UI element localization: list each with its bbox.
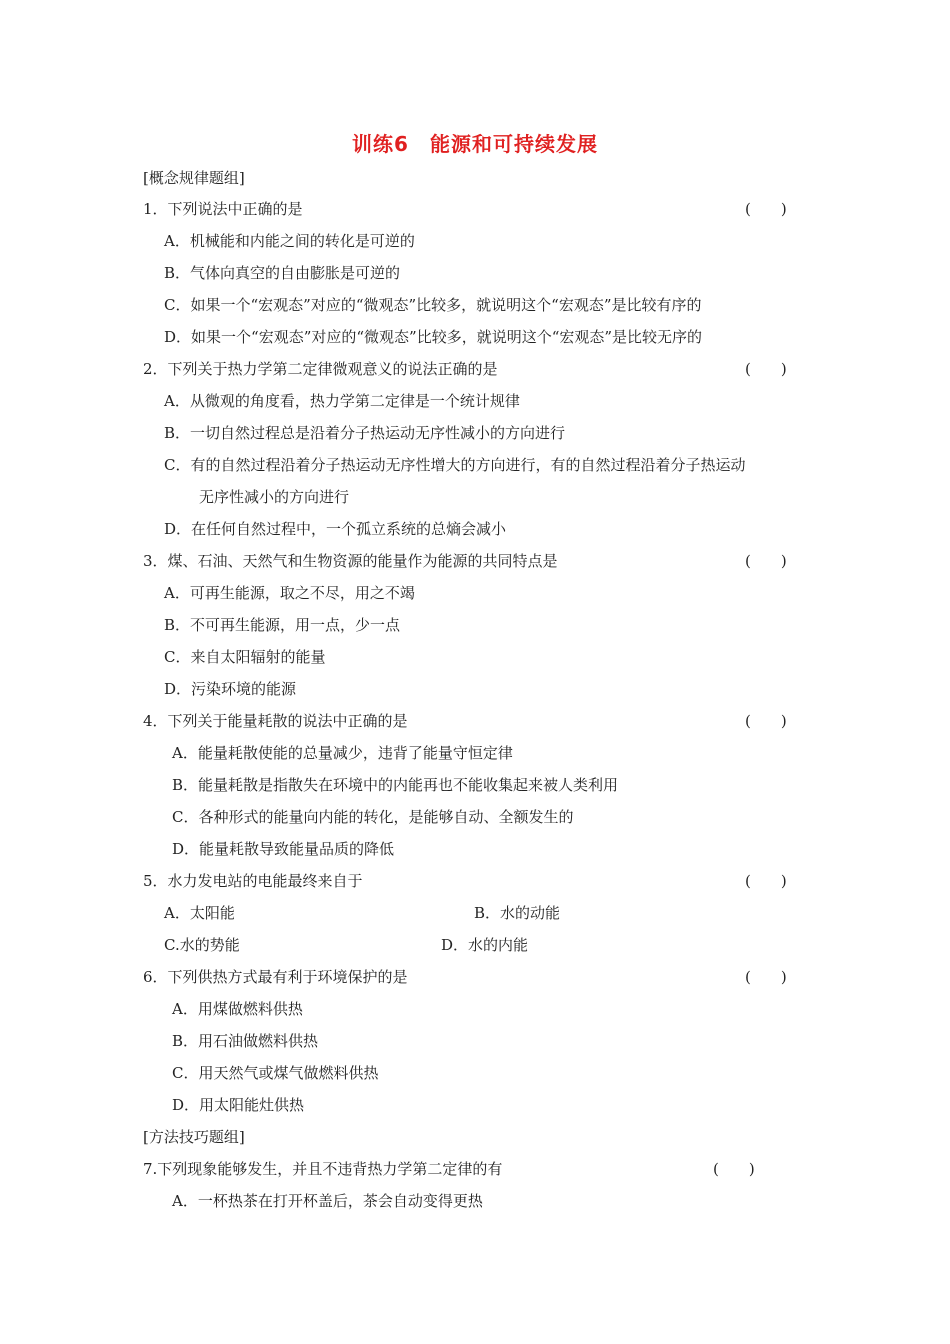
question-6-option-c: C．用天然气或煤气做燃料供热	[172, 1064, 379, 1082]
question-5-stem: 5．水力发电站的电能最终来自于	[143, 872, 363, 890]
question-2-stem: 2．下列关于热力学第二定律微观意义的说法正确的是	[143, 360, 498, 378]
question-6-option-d: D．用太阳能灶供热	[172, 1096, 305, 1114]
question-7-stem: 7.下列现象能够发生，并且不违背热力学第二定律的有	[143, 1160, 503, 1178]
question-1-option-a: A．机械能和内能之间的转化是可逆的	[164, 232, 415, 250]
question-3-option-b: B．不可再生能源，用一点，少一点	[164, 616, 401, 634]
question-2-option-b: B．一切自然过程总是沿着分子热运动无序性减小的方向进行	[164, 424, 566, 442]
section-heading-methods: [方法技巧题组]	[143, 1128, 245, 1146]
question-4-option-c: C．各种形式的能量向内能的转化，是能够自动、全额发生的	[172, 808, 574, 826]
question-3-option-c: C．来自太阳辐射的能量	[164, 648, 326, 666]
question-2-option-c: C．有的自然过程沿着分子热运动无序性增大的方向进行，有的自然过程沿着分子热运动	[164, 456, 746, 474]
question-1-answer-blank: ( )	[745, 200, 787, 218]
question-5-option-d: D．水的内能	[441, 936, 529, 954]
page-title: 训练6 能源和可持续发展	[352, 132, 598, 156]
question-7-option-a: A．一杯热茶在打开杯盖后，茶会自动变得更热	[172, 1192, 483, 1210]
question-3-answer-blank: ( )	[745, 552, 787, 570]
question-1-option-c: C．如果一个“宏观态”对应的“微观态”比较多，就说明这个“宏观态”是比较有序的	[164, 296, 702, 314]
question-5-option-a: A．太阳能	[164, 904, 235, 922]
section-heading-concepts: [概念规律题组]	[143, 169, 245, 187]
question-6-option-b: B．用石油做燃料供热	[172, 1032, 319, 1050]
question-2-option-d: D．在任何自然过程中，一个孤立系统的总熵会减小	[164, 520, 507, 538]
question-6-stem: 6．下列供热方式最有利于环境保护的是	[143, 968, 408, 986]
question-1-option-b: B．气体向真空的自由膨胀是可逆的	[164, 264, 401, 282]
question-5-answer-blank: ( )	[745, 872, 787, 890]
question-3-stem: 3．煤、石油、天然气和生物资源的能量作为能源的共同特点是	[143, 552, 558, 570]
question-2-option-c-continued: 无序性减小的方向进行	[199, 488, 350, 506]
question-5-option-c: C.水的势能	[164, 936, 240, 954]
question-3-option-a: A．可再生能源，取之不尽，用之不竭	[164, 584, 415, 602]
question-1-option-d: D．如果一个“宏观态”对应的“微观态”比较多，就说明这个“宏观态”是比较无序的	[164, 328, 703, 346]
question-4-option-b: B．能量耗散是指散失在环境中的内能再也不能收集起来被人类利用	[172, 776, 619, 794]
question-2-option-a: A．从微观的角度看，热力学第二定律是一个统计规律	[164, 392, 520, 410]
question-4-answer-blank: ( )	[745, 712, 787, 730]
question-5-option-b: B．水的动能	[474, 904, 561, 922]
question-3-option-d: D．污染环境的能源	[164, 680, 297, 698]
question-4-option-d: D．能量耗散导致能量品质的降低	[172, 840, 395, 858]
question-6-answer-blank: ( )	[745, 968, 787, 986]
question-4-stem: 4．下列关于能量耗散的说法中正确的是	[143, 712, 408, 730]
question-2-answer-blank: ( )	[745, 360, 787, 378]
question-4-option-a: A．能量耗散使能的总量减少，违背了能量守恒定律	[172, 744, 513, 762]
question-7-answer-blank: ( )	[713, 1160, 755, 1178]
question-6-option-a: A．用煤做燃料供热	[172, 1000, 303, 1018]
question-1-stem: 1．下列说法中正确的是	[143, 200, 303, 218]
